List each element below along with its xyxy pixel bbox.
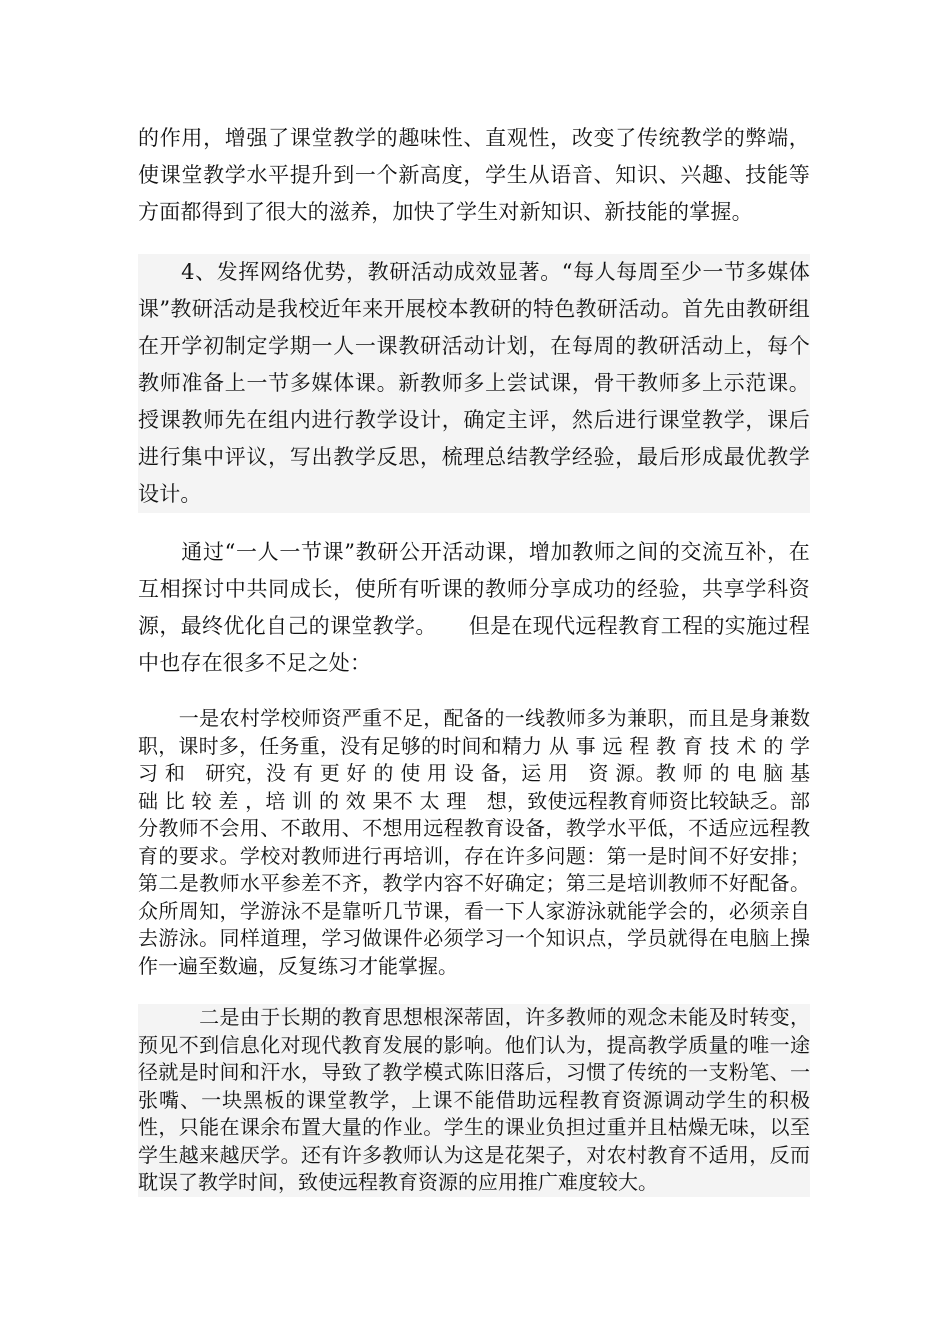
paragraph-5: 二是由于长期的教育思想根深蒂固，许多教师的观念未能及时转变，预见不到信息化对现代教育发展的影响。他们认为，提高教学质量的唯一途径就是时间和汗水，导致了教学模式陈旧落后，习惯了传统的一支粉笔、一张嘴、一块黑板的课堂教学，上课不能借助远程教育资源调动学生的积极性，只能在课余布置大量的作业。学生的课业负担过重并且枯燥无味，以至学生越来越厌学。还有许多教师认为这是花架子，对农村教育不适用，反而耽误了教学时间，致使远程教育资源的应用推广难度较大。	[138, 1004, 810, 1197]
paragraph-2: 4、发挥网络优势，教研活动成效显著。“每人每周至少一节多媒体课”教研活动是我校近年来开展校本教研的特色教研活动。首先由教研组在开学初制定学期一人一课教研活动计划，在每周的教研活动上，每个教师准备上一节多媒体课。新教师多上尝试课，骨干教师多上示范课。授课教师先在组内进行教学设计，确定主评，然后进行课堂教学，课后进行集中评议，写出教学反思，梳理总结教学经验，最后形成最优教学设计。	[138, 254, 810, 513]
paragraph-3: 通过“一人一节课”教研公开活动课，增加教师之间的交流互补，在互相探讨中共同成长，使所有听课的教师分享成功的经验，共享学科资源，最终优化自己的课堂教学。 但是在现代远程教育工程的实施过程中也存在很多不足之处：	[138, 540, 810, 675]
paragraph-4: 一是农村学校师资严重不足，配备的一线教师多为兼职，而且是身兼数职，课时多，任务重，没有足够的时间和精力 从 事 远 程 教 育 技 术 的 学 习 和 研究，没 有 更 好 的 使 用 设 备，运 用 资 源。教 师 的 电 脑 基 础 比 较 差 ，培 训 的 效 果不 太 理 想，致使远程教育师资比较缺乏。部分教师不会用、不敢用、不想用远程教育设备，教学水平低，不适应远程教育的要求。学校对教师进行再培训，存在许多问题：第一是时间不好安排；第二是教师水平参差不齐，教学内容不好确定；第三是培训教师不好配备。众所周知，学游泳不是靠听几节课，看一下人家游泳就能学会的，必须亲自去游泳。同样道理，学习做课件必须学习一个知识点，学员就得在电脑上操作一遍至数遍，反复练习才能掌握。	[138, 706, 830, 978]
paragraph-1: 的作用，增强了课堂教学的趣味性、直观性，改变了传统教学的弊端，使课堂教学水平提升到一个新高度，学生从语音、知识、兴趣、技能等方面都得到了很大的滋养，加快了学生对新知识、新技能的掌握。	[138, 126, 810, 224]
